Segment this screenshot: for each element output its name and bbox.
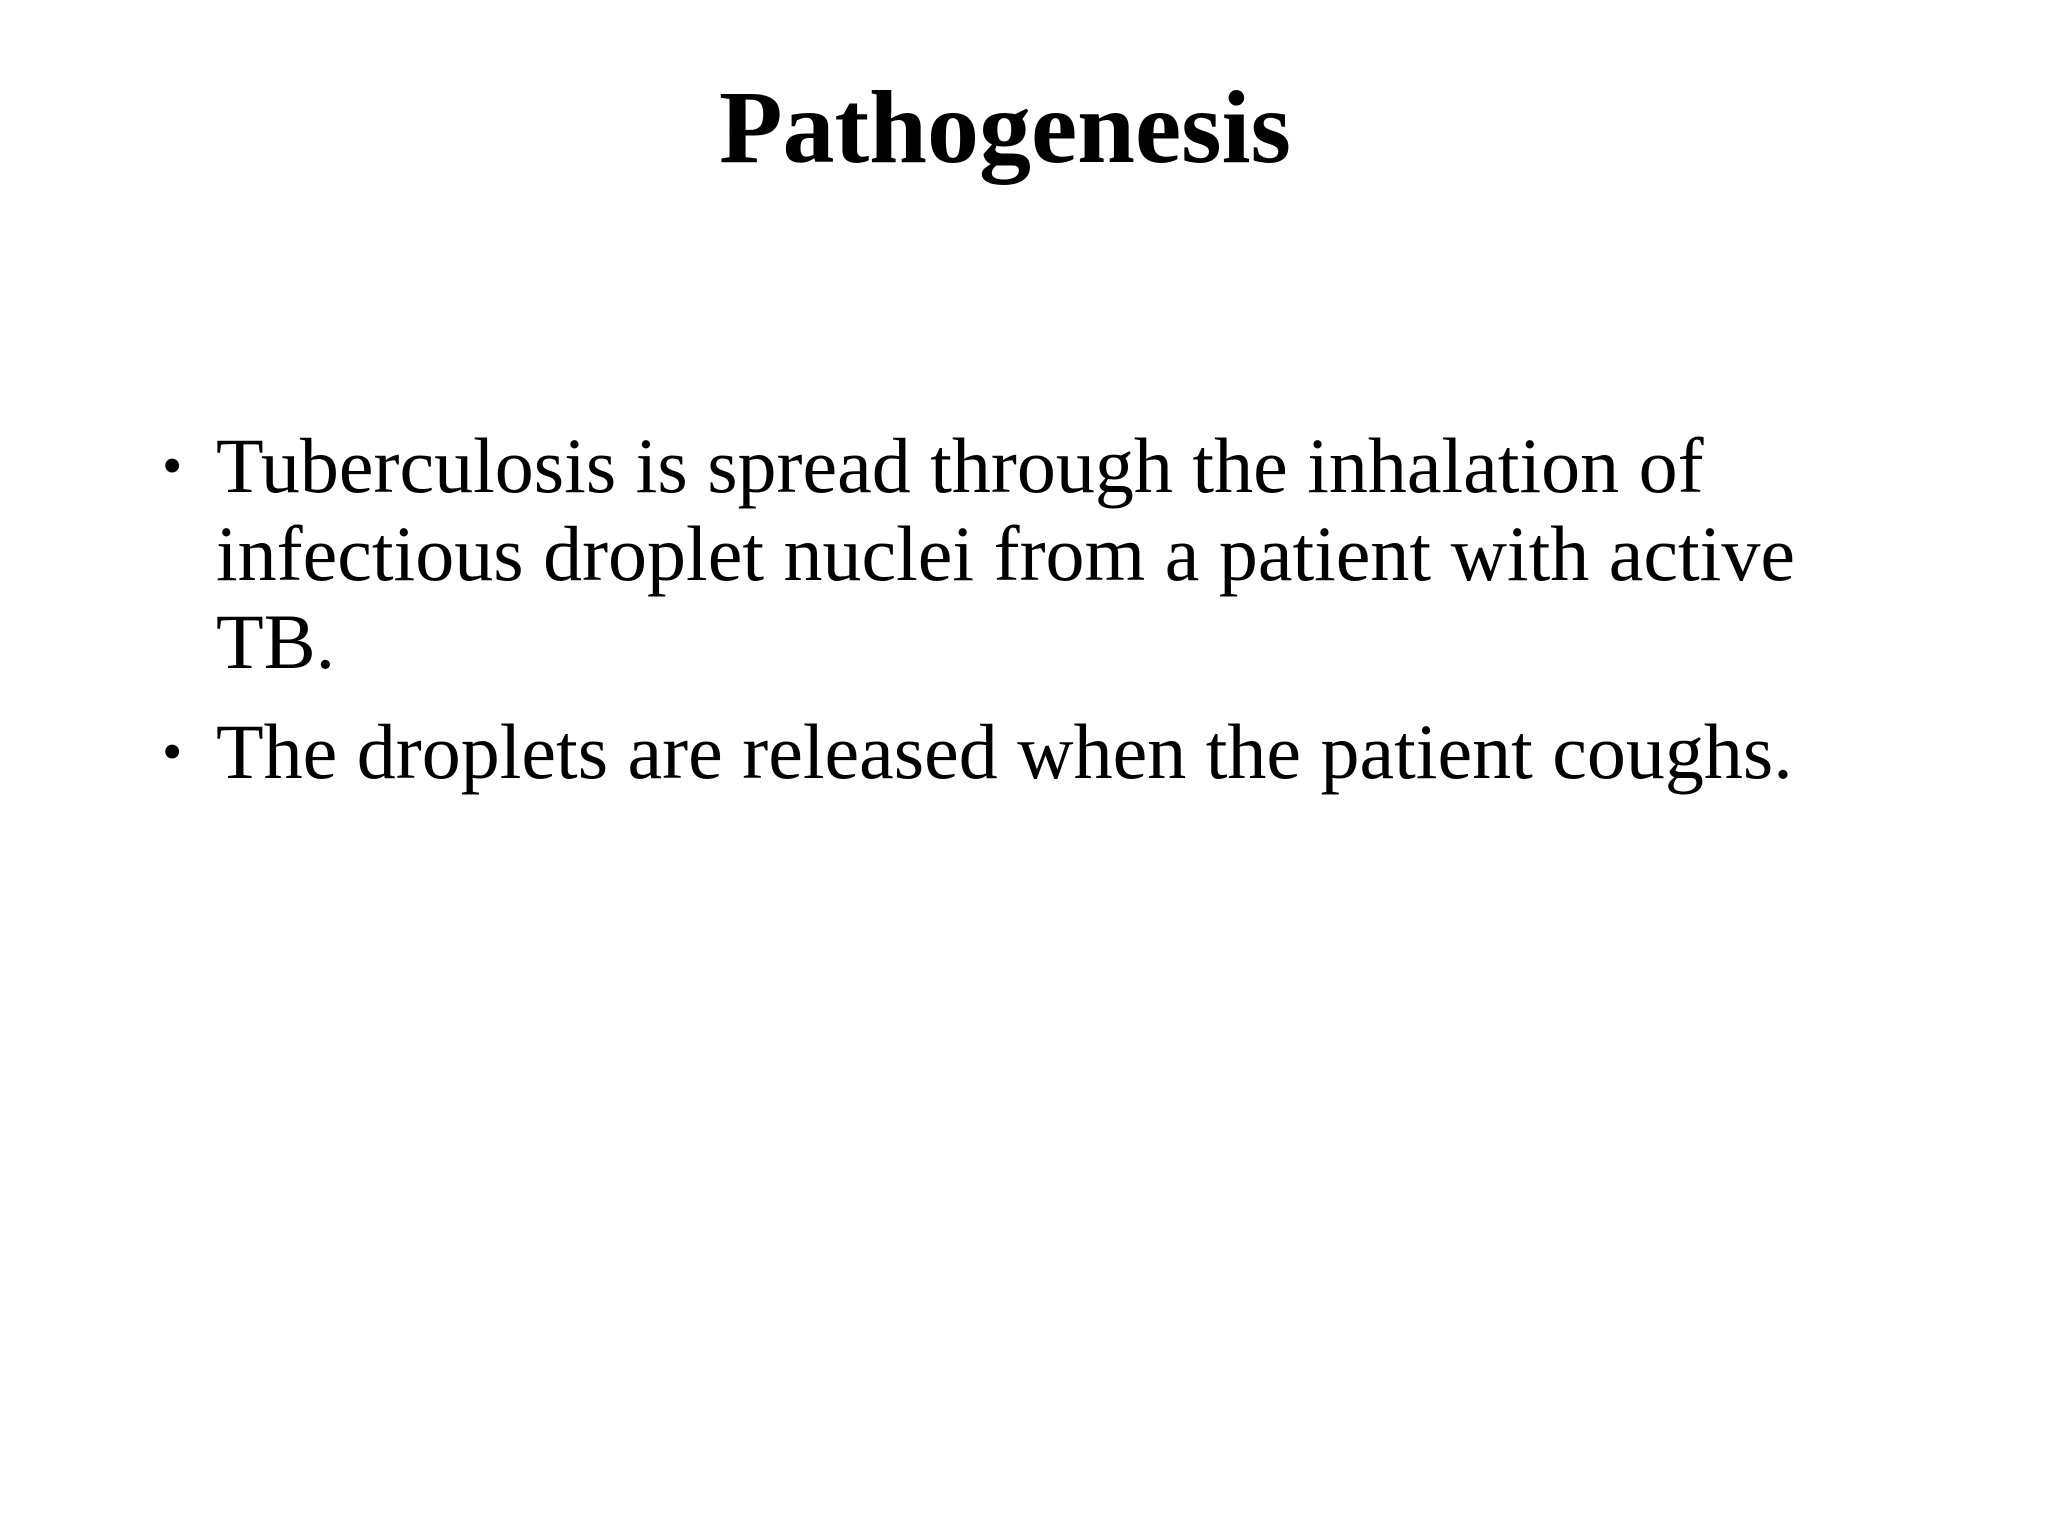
bullet-text: The droplets are released when the patient coughs. (216, 708, 1793, 795)
bullet-item (162, 708, 1862, 796)
bullet-text: Tuberculosis is spread through the inhalation of infectious droplet nuclei from a patient with active TB. (216, 422, 1795, 685)
bullet-icon: • (162, 433, 183, 498)
bullet-list (162, 422, 1862, 818)
slide-title: Pathogenesis (719, 70, 1291, 185)
bullet-icon: • (162, 719, 183, 784)
bullet-item (162, 422, 1862, 686)
